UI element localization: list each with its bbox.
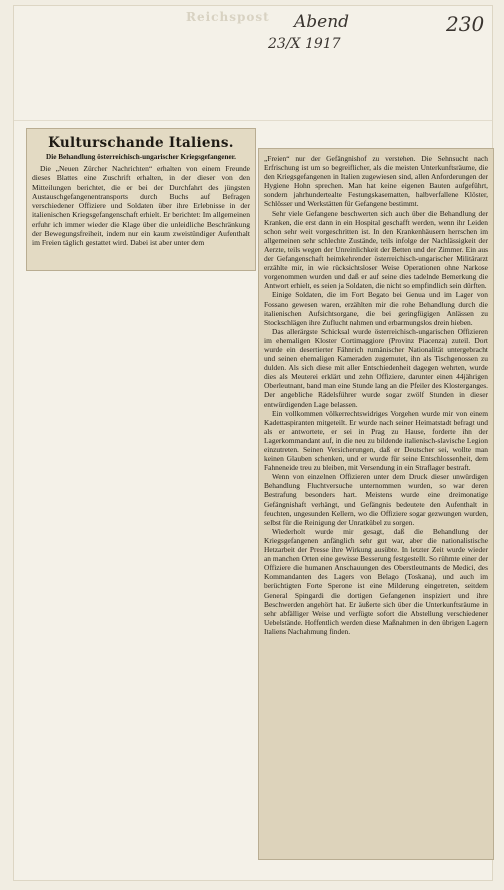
sheet-crease [14,120,492,121]
article-paragraph: Die „Neuen Zürcher Nachrichten“ erhalten von einem Freunde dieses Blattes eine Zuschrift erhalten, in der dieser von den Mitteilungen berichtet, die er bei der Durchfahrt des jüngsten Austauschgefangenentransports durch Buchs auf Befragen verschiedener Offiziere und Soldaten über ihre Erlebnisse in der italienischen Kriegsgefangenschaft erhielt. Er berichtet: Im allgemeinen erfuhr ich immer wieder die Klage über die unleidliche Beschränkung der Bewegungsfreiheit, indem nur ein kaum zweistündiger Aufenthalt im Freien täglich gestattet wird. Dabei ist aber unter dem [32,164,250,247]
article-body-right [264,154,488,636]
article-subhead: Die Behandlung österreichisch-ungarischer Kriegsgefangener. [46,153,236,161]
clipping-right-column [258,148,494,860]
article-paragraph: Sehr viele Gefangene beschwerten sich auch über die Behandlung der Kranken, die erst dann in ein Hospital geschafft werden, wenn ihr Leiden schon sehr weit vorgeschritten ist. In den Krankenhäusern herrschen im allgemeinen sehr schlechte Zustände, teils infolge der Nachlässigkeit der Aerzte, teils wegen der Unreinlichkeit der Betten und der Zimmer. Ein aus der Gefangenschaft heimkehrender österreichisch-ungarischer Militärarzt erzählte mir, in wie rücksichtsloser Weise Operationen ohne Narkose vorgenommen wurden und daß er auf seine dies tadelnde Bemerkung die Antwort erhielt, es seien ja Soldaten, die nicht so empfindlich sein dürften. [264,208,488,291]
article-headline: Kulturschande Italiens. [48,135,234,151]
handwritten-date-note [268,12,388,52]
handwritten-date: 23/X 1917 [268,36,341,52]
page-number: 230 [446,12,485,36]
article-paragraph: Ein vollkommen völkerrechtswidriges Vorgehen wurde mir von einem Kadettaspiranten mitgeteilt. Er wurde nach seiner Heimatstadt befragt und als er antwortete, er sei in Prag zu Hause, forderte ihn der Lagerkommandant auf, in die neu zu bildende italienisch-slavische Legion einzutreten. Seinen Versicherungen, daß er Deutscher sei, wollte man keinen Glauben schenken, und er wurde für seine Entschlossenheit, dem Fahneneide treu zu bleiben, mit Versendung in ein Straflager bestraft. [264,408,488,473]
article-paragraph: Einige Soldaten, die im Fort Begato bei Genua und im Lager von Fossano gewesen waren, erzählten mir die rohe Behandlung durch die italienischen Aufsichtsorgane, die bei geringfügigen Anlässen zu Stockschlägen ihre Zuflucht nahmen und erbarmungslos drein hieben. [264,290,488,327]
article-paragraph: Wiederholt wurde mir gesagt, daß die Behandlung der Kriegsgefangenen anfänglich sehr gut war, aber die nationalistische Hetzarbeit der Presse ihre Wirkung ausübte. In letzter Zeit wurde wieder an manchen Orten eine gewisse Besserung festgestellt. So rühmte einer der Offiziere die humanen Anschauungen des Oberstleutnants de Medici, des Kommandanten des Lagers von Belago (Toskana), und auch im berüchtigten Forte Sperone ist eine Milderung eingetreten, seitdem General Spingardi die dortigen Gefangenen inspiziert und ihre Beschwerden angehört hat. Er äußerte sich über die Unterkunftsräume in sehr abfälliger Weise und verfügte sofort die Abstellung verschiedener Uebelstände. Hoffentlich werden diese Maßnahmen in den übrigen Lagern Italiens Nachahmung finden. [264,526,488,636]
clipping-left-column [26,128,256,271]
faded-newspaper-stamp: Reichspost [186,10,270,24]
article-paragraph: Das allerärgste Schicksal wurde österreichisch-ungarischen Offizieren im ehemaligen Kloster Cortimaggiore (Provinz Piacenza) zuteil. Dort wurde ein desertierter Fähnrich rumänischer Nationalität untergebracht und seinen ehemaligen Kameraden zugemutet, ihn als Tischgenossen zu dulden. Als sich diese mit aller Entschiedenheit dagegen wehrten, wurde dies als Meuterei erklärt und zehn Offiziere, darunter einen 44jährigen Oberleutnant, band man eine Stunde lang an die Pfeiler des Klosterganges. Der angebliche Rädelsführer wurde sogar zwölf Stunden in dieser entwürdigenden Lage belassen. [264,326,488,409]
article-body-left [32,164,250,247]
article-paragraph: Wenn von einzelnen Offizieren unter dem Druck dieser unwürdigen Behandlung Fluchtversuche unternommen wurden, so war deren Bestrafung besonders hart. Meistens wurde eine dreimonatige Gefängnishaft verhängt, und Gefängnis bedeutete den Aufenthalt in feuchten, ungesunden Kellern, wo die Offiziere sogar gezwungen wurden, selbst für die Reinigung der Unratkübel zu sorgen. [264,472,488,527]
article-paragraph: „Freien“ nur der Gefängnishof zu verstehen. Die Sehnsucht nach Erfrischung ist um so begreiflicher, als die meisten Unterkunftsräume, die den Kriegsgefangenen in Italien zugewiesen sind, allen Anforderungen der Hygiene Hohn sprechen. Man hat keine eigenen Bauten aufgeführt, sondern jahrhundertealte Festungskasematten, halbverfallene Klöster, Schlösser und Werkstätten für Gefangene bestimmt. [264,154,488,209]
handwritten-edition: Abend [294,12,350,32]
